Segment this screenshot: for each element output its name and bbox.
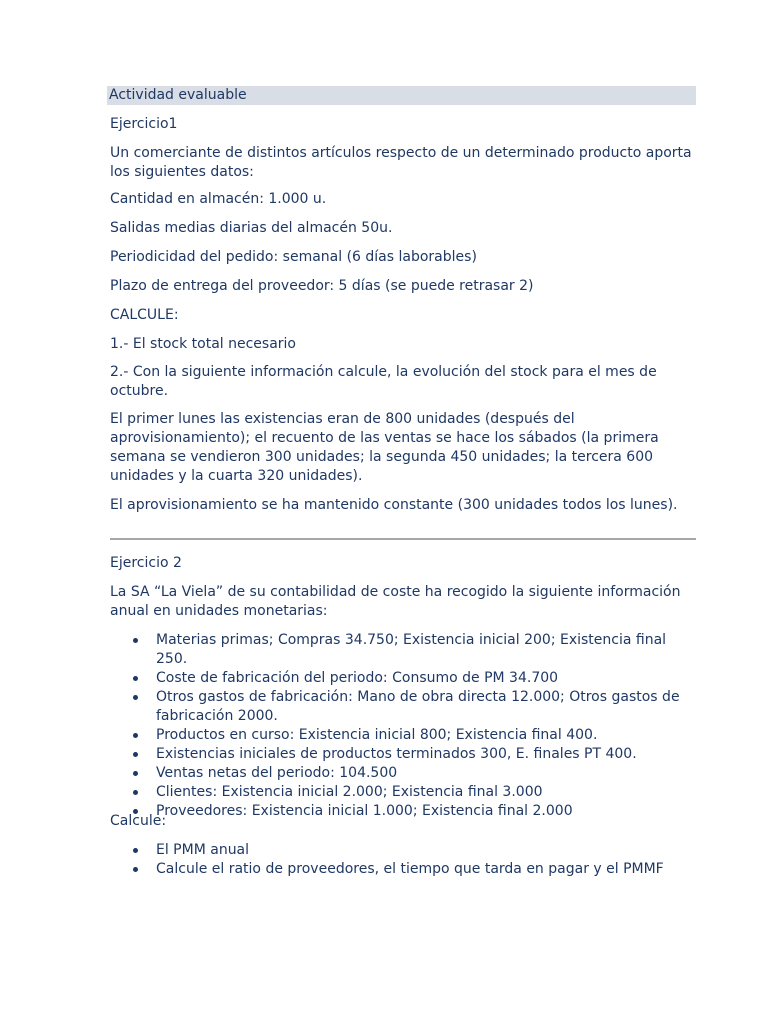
- list-item-text: Clientes: Existencia inicial 2.000; Existencia final 3.000: [156, 784, 543, 800]
- exercise1-aprovisionamiento: El aprovisionamiento se ha mantenido constante (300 unidades todos los lunes).: [110, 497, 678, 513]
- exercise2-intro-line2: anual en unidades monetarias:: [110, 603, 328, 619]
- list-item-text: Calcule el ratio de proveedores, el tiempo que tarda en pagar y el PMMF: [156, 861, 664, 877]
- list-item: [110, 860, 696, 879]
- bullet-icon: [133, 733, 138, 738]
- exercise1-paragraph-line3: semana se vendieron 300 unidades; la segunda 450 unidades; la tercera 600: [110, 449, 654, 465]
- list-item: [110, 688, 696, 707]
- list-item-text: Existencias iniciales de productos terminados 300, E. finales PT 400.: [156, 746, 637, 762]
- list-item-text: Coste de fabricación del periodo: Consumo de PM 34.700: [156, 670, 559, 686]
- exercise2-calcule: Calcule:: [110, 813, 167, 829]
- list-item-text: fabricación 2000.: [156, 708, 278, 724]
- list-item-text: Productos en curso: Existencia inicial 800; Existencia final 400.: [156, 727, 598, 743]
- bullet-icon: [133, 752, 138, 757]
- exercise1-data-plazo: Plazo de entrega del proveedor: 5 días (se puede retrasar 2): [110, 278, 534, 294]
- exercise1-intro-line1: Un comerciante de distintos artículos respecto de un determinado producto aporta: [110, 145, 692, 161]
- bullet-icon: [133, 790, 138, 795]
- exercise2-data-list: [110, 631, 696, 821]
- list-item-text: El PMM anual: [156, 842, 250, 858]
- exercise2-heading: Ejercicio 2: [110, 555, 182, 571]
- activity-title: Actividad evaluable: [109, 87, 247, 103]
- list-item: [110, 841, 696, 860]
- list-item: [110, 631, 696, 669]
- list-item-text: Ventas netas del periodo: 104.500: [156, 765, 398, 781]
- list-item: [110, 783, 696, 802]
- exercise1-paragraph-line2: aprovisionamiento); el recuento de las ventas se hace los sábados (la primera: [110, 430, 659, 446]
- exercise1-data-salidas: Salidas medias diarias del almacén 50u.: [110, 220, 393, 236]
- section-divider: [110, 538, 696, 540]
- list-item: [110, 764, 696, 783]
- exercise1-paragraph-line4: unidades y la cuarta 320 unidades).: [110, 468, 363, 484]
- list-item-text: Materias primas; Compras 34.750; Existencia inicial 200; Existencia final 250.: [156, 632, 667, 667]
- exercise1-paragraph-line1: El primer lunes las existencias eran de 800 unidades (después del: [110, 411, 575, 427]
- bullet-icon: [133, 867, 138, 872]
- list-item: [110, 669, 696, 688]
- list-item: [110, 745, 696, 764]
- exercise1-calcule: CALCULE:: [110, 307, 179, 323]
- list-item-text: Otros gastos de fabricación: Mano de obra directa 12.000; Otros gastos de: [156, 689, 680, 705]
- exercise2-intro-line1: La SA “La Viela” de su contabilidad de coste ha recogido la siguiente información: [110, 584, 681, 600]
- exercise1-question1: 1.- El stock total necesario: [110, 336, 296, 352]
- exercise1-question2-line1: 2.- Con la siguiente información calcule, la evolución del stock para el mes de: [110, 364, 657, 380]
- activity-header: [107, 86, 696, 105]
- list-item-continuation: [110, 707, 696, 726]
- exercise1-question2-line2: octubre.: [110, 383, 169, 399]
- exercise1-intro-line2: los siguientes datos:: [110, 164, 254, 180]
- exercise1-data-stock: Cantidad en almacén: 1.000 u.: [110, 191, 327, 207]
- exercise1-heading: Ejercicio1: [110, 116, 178, 132]
- bullet-icon: [133, 695, 138, 700]
- list-item-text: Proveedores: Existencia inicial 1.000; Existencia final 2.000: [156, 803, 573, 819]
- exercise1-data-periodicidad: Periodicidad del pedido: semanal (6 días laborables): [110, 249, 477, 265]
- bullet-icon: [133, 638, 138, 643]
- bullet-icon: [133, 771, 138, 776]
- bullet-icon: [133, 676, 138, 681]
- exercise2-task-list: [110, 841, 696, 879]
- list-item: [110, 726, 696, 745]
- bullet-icon: [133, 848, 138, 853]
